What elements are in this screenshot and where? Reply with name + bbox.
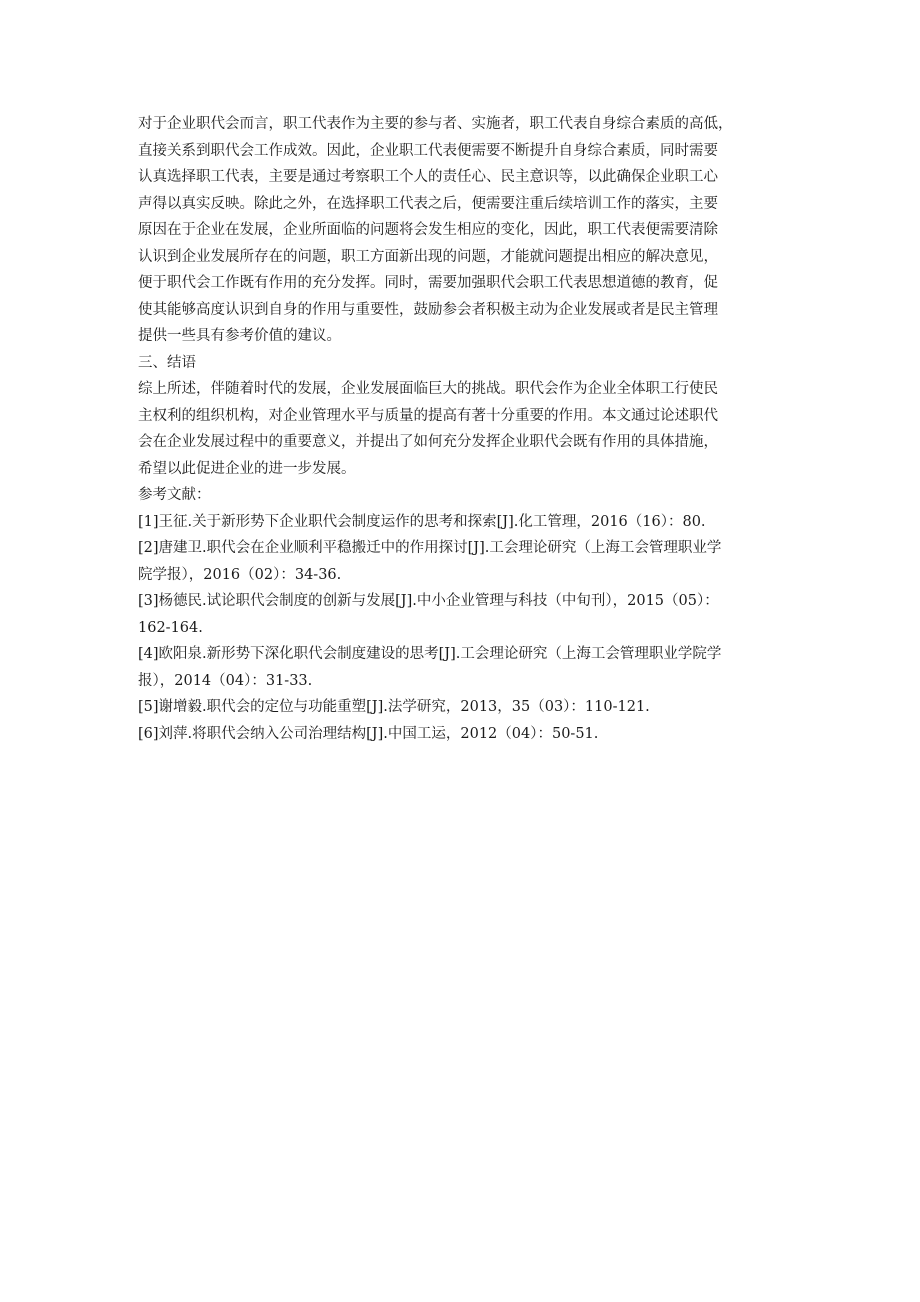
reference-item	[138, 588, 808, 641]
reference-line: 院学报），2016（02）：34-36.	[138, 566, 342, 583]
reference-list	[138, 509, 808, 748]
section-heading: 三、结语	[138, 354, 196, 371]
reference-item	[138, 509, 808, 536]
document-page	[138, 111, 808, 747]
text-line: 直接关系到职代会工作成效。因此，企业职工代表便需要不断提升自身综合素质，同时需要	[138, 142, 718, 159]
reference-line: 162-164.	[138, 619, 203, 636]
reference-item	[138, 694, 808, 721]
reference-line: [2]唐建卫.职代会在企业顺利平稳搬迁中的作用探讨[J].工会理论研究（上海工会管理职业学	[138, 540, 722, 556]
body-paragraph	[138, 111, 808, 350]
text-line: 希望以此促进企业的进一步发展。	[138, 460, 356, 477]
text-line: 原因在于企业在发展，企业所面临的问题将会发生相应的变化，因此，职工代表便需要清除	[138, 222, 718, 238]
reference-line: [1]王征.关于新形势下企业职代会制度运作的思考和探索[J].化工管理，2016（16）：80.	[138, 513, 706, 530]
reference-item	[138, 721, 808, 748]
text-line: 会在企业发展过程中的重要意义，并提出了如何充分发挥企业职代会既有作用的具体措施，	[138, 434, 718, 450]
reference-line: 报），2014（04）：31-33.	[138, 672, 313, 689]
text-line: 提供一些具有参考价值的建议。	[138, 328, 341, 344]
text-line: 主权利的组织机构，对企业管理水平与质量的提高有著十分重要的作用。本文通过论述职代	[138, 407, 718, 424]
references-heading: 参考文献：	[138, 487, 211, 503]
reference-item	[138, 641, 808, 694]
text-line: 认识到企业发展所存在的问题，职工方面新出现的问题，才能就问题提出相应的解决意见，	[138, 248, 718, 265]
text-line: 使其能够高度认识到自身的作用与重要性，鼓励参会者积极主动为企业发展或者是民主管理	[138, 301, 718, 318]
reference-item	[138, 535, 808, 588]
text-line: 认真选择职工代表，主要是通过考察职工个人的责任心、民主意识等，以此确保企业职工心	[138, 169, 718, 185]
text-line: 对于企业职代会而言，职工代表作为主要的参与者、实施者，职工代表自身综合素质的高低，	[138, 116, 733, 132]
reference-line: [6]刘萍.将职代会纳入公司治理结构[J].中国工运，2012（04）：50-51.	[138, 725, 599, 742]
reference-line: [5]谢增毅.职代会的定位与功能重塑[J].法学研究，2013，35（03）：110-121.	[138, 699, 650, 715]
reference-line: [3]杨德民.试论职代会制度的创新与发展[J].中小企业管理与科技（中旬刊），2015（05）：	[138, 593, 719, 609]
text-line: 便于职代会工作既有作用的充分发挥。同时，需要加强职代会职工代表思想道德的教育，促	[138, 275, 718, 291]
text-line: 声得以真实反映。除此之外，在选择职工代表之后，便需要注重后续培训工作的落实，主要	[138, 195, 718, 212]
text-line: 综上所述，伴随着时代的发展，企业发展面临巨大的挑战。职代会作为企业全体职工行使民	[138, 381, 718, 397]
conclusion-paragraph	[138, 376, 808, 482]
reference-line: [4]欧阳泉.新形势下深化职代会制度建设的思考[J].工会理论研究（上海工会管理职业学院学	[138, 646, 722, 662]
